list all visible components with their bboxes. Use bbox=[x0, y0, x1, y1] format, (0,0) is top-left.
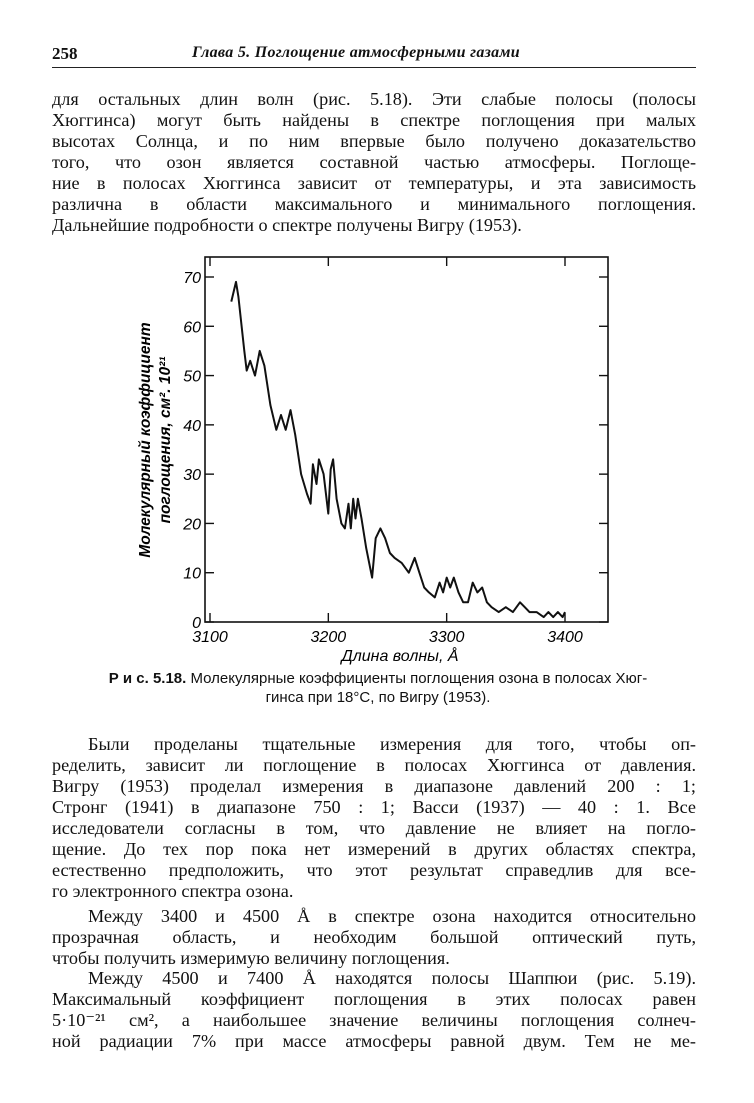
y-tick-label: 30 bbox=[183, 467, 201, 485]
x-tick-label: 3300 bbox=[428, 629, 465, 646]
text-line: Между 4500 и 7400 Å находятся полосы Шаппюи (рис. 5.19). bbox=[88, 968, 696, 988]
y-tick-label: 0 bbox=[192, 615, 201, 632]
text-line: Вигру (1953) проделал измерения в диапазоне давлений 200 : 1; bbox=[52, 776, 696, 796]
text-line: го электронного спектра озона. bbox=[52, 881, 294, 901]
y-axis-label-line1: Молекулярный коэффициент bbox=[137, 322, 154, 558]
text-line: 5·10⁻²¹ см², а наибольшее значение величины поглощения солнеч- bbox=[52, 1010, 696, 1030]
y-tick-label: 20 bbox=[183, 516, 201, 534]
text-line: различна в области максимального и минимального поглощения. bbox=[52, 194, 696, 214]
text-line: высотах Солнца, и по ним впервые было получено доказательство bbox=[52, 131, 696, 151]
text-line: Дальнейшие подробности о спектре получены Вигру (1953). bbox=[52, 215, 522, 235]
y-tick-label: 50 bbox=[183, 368, 201, 386]
x-tick-label: 3200 bbox=[310, 629, 347, 646]
text-line: Были проделаны тщательные измерения для того, чтобы оп- bbox=[88, 734, 696, 754]
text-line: ной радиации 7% при массе атмосферы равной двум. Тем не ме- bbox=[52, 1031, 696, 1051]
caption-line2: гинса при 18°С, по Вигру (1953). bbox=[265, 689, 491, 706]
text-line: ределить, зависит ли поглощение в полосах Хюггинса от давления. bbox=[52, 755, 696, 775]
chart-series bbox=[231, 282, 565, 617]
paragraph-3 bbox=[52, 906, 696, 969]
text-line: Максимальный коэффициент поглощения в этих полосах равен bbox=[52, 989, 696, 1009]
text-line: чтобы получить измеримую величину поглощения. bbox=[52, 948, 450, 968]
y-tick-label: 40 bbox=[183, 417, 201, 435]
text-line: ние в полосах Хюггинса зависит от температуры, и эта зависимость bbox=[52, 173, 696, 193]
text-line: исследователи согласны в том, что давление не влияет на погло- bbox=[52, 818, 696, 838]
running-head: Глава 5. Поглощение атмосферными газами bbox=[192, 44, 520, 61]
y-axis-label-line2: поглощения, см². 10²¹ bbox=[157, 356, 174, 524]
plot-frame bbox=[205, 257, 608, 622]
absorption-curve bbox=[231, 282, 565, 617]
paragraph-4 bbox=[52, 968, 696, 1052]
y-tick-label: 60 bbox=[183, 319, 201, 337]
chart-axes bbox=[205, 257, 608, 622]
x-axis-label: Длина волны, Å bbox=[341, 648, 459, 665]
text-line: щение. До тех пор пока нет измерений в других областях спектра, bbox=[52, 839, 696, 859]
caption-label: Р и с. 5.18. bbox=[108, 670, 187, 687]
text-line: для остальных длин волн (рис. 5.18). Эти слабые полосы (полосы bbox=[52, 89, 696, 109]
caption-line1: Молекулярные коэффициенты поглощения озона в полосах Хюг- bbox=[190, 670, 648, 687]
text-line: Стронг (1941) в диапазоне 750 : 1; Васси (1937) — 40 : 1. Все bbox=[52, 797, 696, 817]
chart-ticks bbox=[182, 257, 608, 646]
x-tick-label: 3400 bbox=[547, 629, 583, 646]
y-tick-label: 70 bbox=[183, 270, 201, 287]
text-line: естественно предположить, что этот результат справедлив для все- bbox=[52, 860, 696, 880]
page-number: 258 bbox=[52, 44, 78, 63]
text-line: Хюггинса) могут быть найдены в спектре поглощения при малых bbox=[52, 110, 696, 130]
y-tick-label: 10 bbox=[183, 565, 201, 583]
text-line: того, что озон является составной частью атмосферы. Поглоще- bbox=[52, 152, 696, 172]
text-line: прозрачная область, и необходим большой оптический путь, bbox=[52, 927, 696, 947]
text-line: Между 3400 и 4500 Å в спектре озона находится относительно bbox=[88, 906, 696, 926]
figure-caption bbox=[48, 669, 708, 707]
x-tick-label: 3100 bbox=[192, 629, 228, 646]
paragraph-2 bbox=[52, 734, 696, 902]
